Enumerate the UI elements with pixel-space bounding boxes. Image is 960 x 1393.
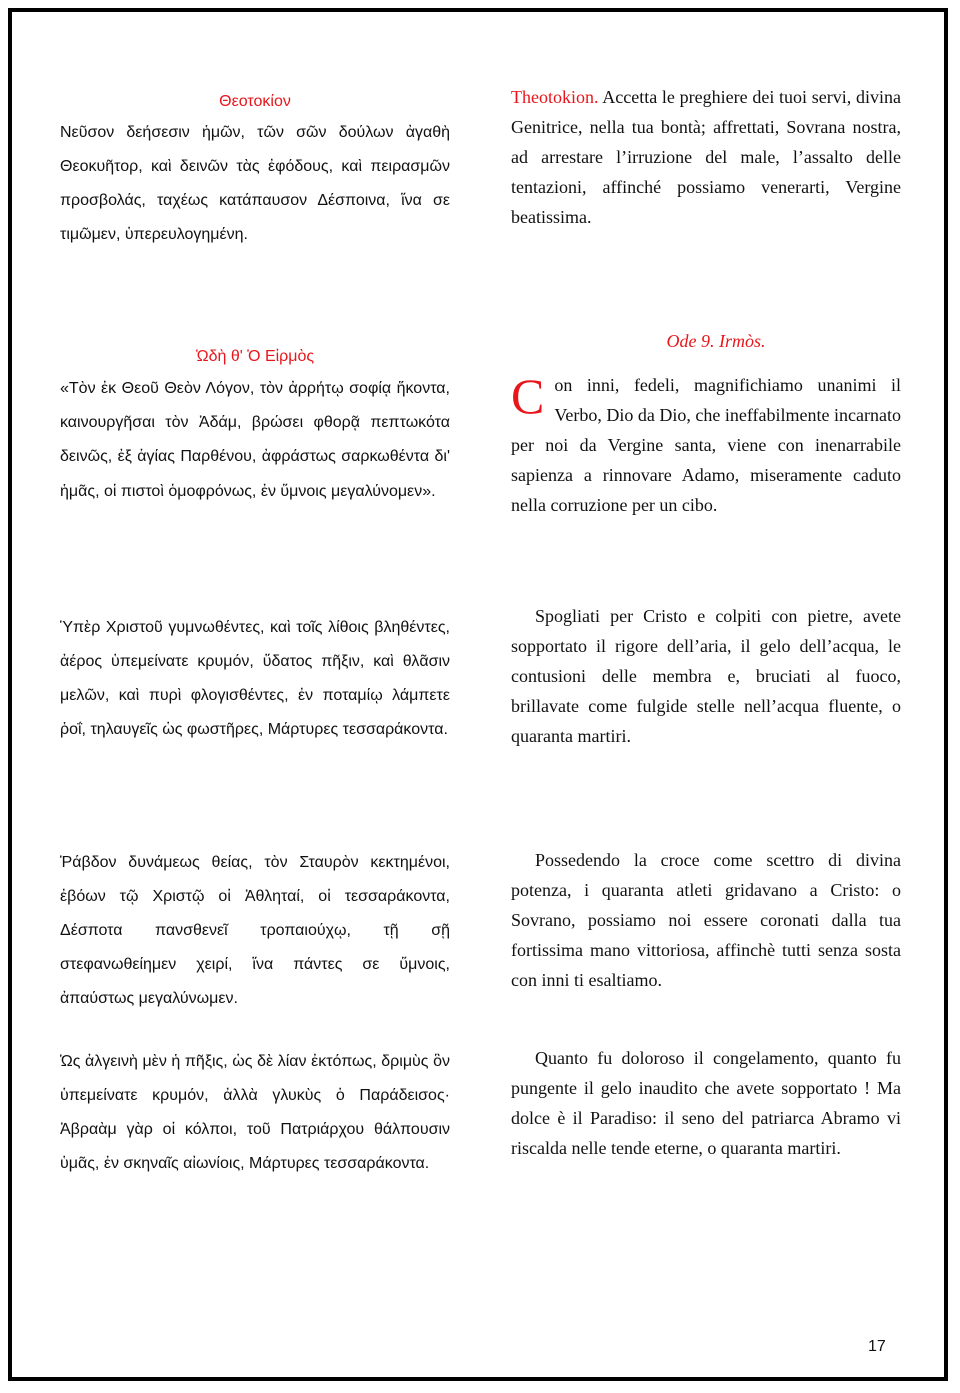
- stanza1-greek: [60, 611, 450, 747]
- theotokion-greek-title: Θεοτοκίον: [219, 93, 291, 110]
- stanza1-greek-text: Ὑπὲρ Χριστοῦ γυμνωθέντες, καὶ τοῖς λίθοις βληθέντες, ἀέρος ὑπεμείνατε κρυμόν, ὕδατος πῆξιν, καὶ θλᾶσιν μελῶν, καὶ πυρὶ φλογισθέντες, ἐν ποταμίῳ λάμπετε ῥοΐ, τηλαυγεῖς ὡς φωστῆρες, Μάρτυρες τεσσαράκοντα.: [60, 619, 450, 738]
- stanza3-greek-text: Ὡς ἀλγεινὴ μὲν ἡ πῆξις, ὡς δὲ λίαν ἐκτόπως, δριμὺς ὃν ὑπεμείνατε κρυμόν, ἀλλὰ γλυκὺς ὁ Παράδεισος· Ἀβραὰμ γὰρ οἱ κόλποι, τοῦ Πατριάρχου θάλπουσιν ὑμᾶς, ἐν σκηναῖς αἰωνίοις, Μάρτυρες τεσσαράκοντα.: [60, 1053, 450, 1172]
- stanza3-italian: [511, 1043, 901, 1163]
- theotokion-greek: [60, 88, 450, 252]
- theotokion-greek-text: Νεῦσον δεήσεσιν ἡμῶν, τῶν σῶν δούλων ἀγαθὴ Θεοκυῆτορ, καὶ δεινῶν τὰς ἐφόδους, καὶ πειρασμῶν προσβολάς, ταχέως κατάπαυσον Δέσποινα, ἵνα σε τιμῶμεν, ὑπερευλογημένη.: [60, 124, 450, 243]
- ode9-italian: [511, 326, 901, 520]
- ode9-greek-text: «Τὸν ἐκ Θεοῦ Θεὸν Λόγον, τὸν ἀρρήτῳ σοφίᾳ ἥκοντα, καινουργῆσαι τὸν Ἀδάμ, βρώσει φθορᾷ πεπτωκότα δεινῶς, ἐξ ἁγίας Παρθένου, ἀφράστως σαρκωθέντα δι' ἡμᾶς, οἱ πιστοὶ ὁμοφρόνως, ἐν ὕμνοις μεγαλύνομεν».: [60, 380, 450, 500]
- stanza3-greek: [60, 1045, 450, 1181]
- stanza2-greek-text: Ῥάβδον δυνάμεως θείας, τὸν Σταυρὸν κεκτημένοι, ἐβόων τῷ Χριστῷ οἱ Ἀθληταί, οἱ τεσσαράκοντα, Δέσποτα πανσθενεῖ τροπαιούχῳ, τῇ σῇ στεφανωθείημεν χειρί, ἵνα πάντες σε ὕμνοις, ἀπαύστως μεγαλύνωμεν.: [60, 854, 450, 1007]
- stanza1-italian: [511, 601, 901, 751]
- ode9-greek-title: Ὠδὴ θ' Ὁ Εἱρμὸς: [195, 348, 315, 365]
- ode9-italian-title: Ode 9. Irmòs.: [666, 331, 766, 351]
- stanza2-italian: [511, 845, 901, 995]
- theotokion-italian-label: Theotokion.: [511, 87, 599, 107]
- stanza2-greek: [60, 846, 450, 1016]
- ode9-italian-text: on inni, fedeli, magnifichiamo unanimi il Verbo, Dio da Dio, che ineffabilmente incarnato per noi da Vergine santa, viene con inenarrabile sapienza a rinnovare Adamo, miseramente caduto nella corruzione per un cibo.: [511, 375, 901, 515]
- theotokion-italian-paragraph: [511, 82, 901, 232]
- stanza2-italian-text: Possedendo la croce come scettro di divina potenza, i quaranta atleti gridavano a Cristo: o Sovrano, possiamo noi essere coronati dalla tua fortissima mano vittoriosa, affinchè tutti senza sosta con inni ti esaltiamo.: [511, 850, 901, 990]
- theotokion-italian-text: Accetta le preghiere dei tuoi servi, divina Genitrice, nella tua bontà; affrettati, Sovrana nostra, ad arrestare l’irruzione del male, l’assalto delle tentazioni, affinché possiamo venerarti, Vergine beatissima.: [511, 87, 901, 227]
- ode9-italian-paragraph: [511, 370, 901, 520]
- ode9-dropcap: C: [511, 368, 545, 424]
- theotokion-italian: [511, 82, 901, 232]
- stanza1-italian-text: Spogliati per Cristo e colpiti con pietre, avete sopportato il rigore dell’aria, il gelo dell’acqua, le contusioni delle membra e, bruciati al fuoco, brillavate come fulgide stelle nell’acqua fluente, o quaranta martiri.: [511, 606, 901, 746]
- ode9-greek: [60, 342, 450, 509]
- page-number: 17: [868, 1338, 886, 1355]
- stanza3-italian-text: Quanto fu doloroso il congelamento, quanto fu pungente il gelo inaudito che avete sopportato ! Ma dolce è il Paradiso: il seno del patriarca Abramo vi riscalda nelle tende eterne, o quaranta martiri.: [511, 1048, 901, 1158]
